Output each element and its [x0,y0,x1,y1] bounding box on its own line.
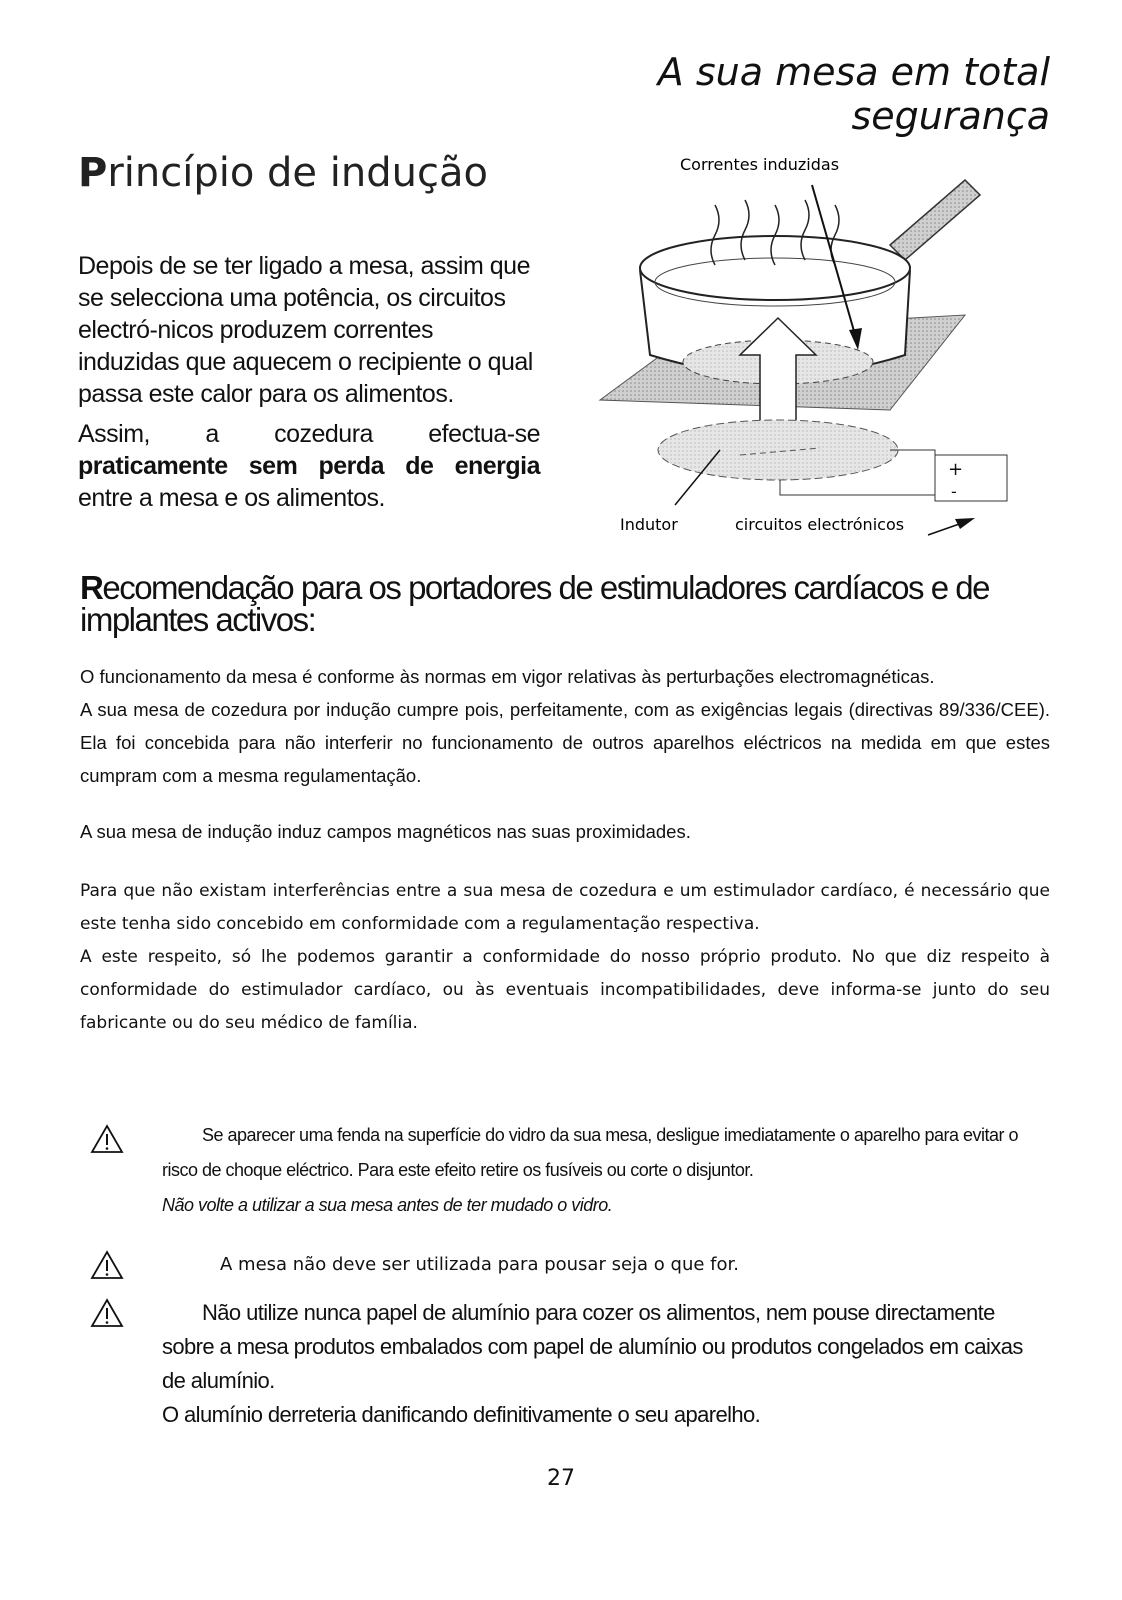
induction-diagram [590,150,1040,550]
induction-diagram-illustration [590,150,1040,550]
section-title-pacemaker [80,569,1060,638]
title-initial: P [78,150,108,196]
label-inductor: Indutor [620,515,678,534]
warning-no-objects-text: A mesa não deve ser utilizada para pousar seja o que for. [220,1254,739,1275]
efficiency-paragraph [78,418,540,514]
label-induced-currents: Correntes induzidas [680,155,840,174]
page-number: 27 [547,1466,575,1491]
induction-description [78,250,540,514]
warning-glass-crack-text: Se aparecer uma fenda na superfície do vidro da sua mesa, desligue imediatamente o aparelho para evitar o risco de choque eléctrico. Para este efeito retire os fusíveis ou corte o disjuntor. [162,1125,1019,1180]
compliance-line: O funcionamento da mesa é conforme às normas em vigor relativas às perturbações electromagnéticas. [80,666,935,687]
warning-aluminium-text: Não utilize nunca papel de alumínio para cozer os alimentos, nem pouse directamente sobre a mesa produtos embalados com papel de alumínio ou produtos congelados em caixas de alumínio. [162,1300,1023,1393]
efficiency-text-end: entre a mesa e os alimentos. [78,484,385,512]
plus-sign: + [948,459,964,480]
efficiency-text-start: Assim, a cozedura efectua-se [78,420,540,448]
title-initial: R [80,569,103,606]
warning-glass-crack-italic: Não volte a utilizar a sua mesa antes de ter mudado o vidro. [162,1195,613,1215]
page-header-title: A sua mesa em total segurança [657,50,1050,138]
label-electronic-circuits: circuitos electrónicos [735,515,905,534]
pacemaker-paragraph [80,875,1050,1040]
pacemaker-text-2: A este respeito, só lhe podemos garantir a conformidade do nosso próprio produto. No que diz respeito à conformidade do estimulador cardíaco, ou às eventuais incompatibilidades, deve informa-se junto do seu fabricante ou do seu médico de família. [80,947,1050,1033]
section-title-induction [78,150,488,196]
title-rest: ecomendação para os portadores de estimuladores cardíacos e de implantes activos: [80,569,989,638]
directive-text: A sua mesa de cozedura por indução cumpre pois, perfeitamente, com as exigências legais (directivas 89/336/CEE). Ela foi concebida para não interferir no funcionamento de outros aparelhos eléctricos na medida em que estes cumpram com a mesma regulamentação. [80,699,1050,786]
warning-triangle-icon [90,1250,124,1280]
magnetic-fields-text: A sua mesa de indução induz campos magnéticos nas suas proximidades. [80,821,691,842]
minus-sign: - [951,482,957,501]
pan-rim [640,236,910,300]
warning-triangle-icon [90,1298,124,1328]
warning-triangle-icon [90,1124,124,1154]
title-rest: rincípio de indução [107,150,488,196]
efficiency-text-bold: praticamente sem perda de energia [78,452,540,480]
inductor-coil [658,420,898,480]
pan-handle [890,180,980,260]
magnetic-fields-paragraph [80,815,1050,848]
intro-paragraph: Depois de se ter ligado a mesa, assim que se selecciona uma potência, os circuitos electró-nicos produzem correntes induzidas que aquecem o recipiente o qual passa este calor para os alimentos. [78,252,533,408]
pacemaker-text-1: Para que não existam interferências entre a sua mesa de cozedura e um estimulador cardíaco, é necessário que este tenha sido concebido em conformidade com a regulamentação respectiva. [80,881,1050,934]
compliance-paragraph [80,660,1050,792]
warning-aluminium-text-2: O alumínio derreteria danificando definitivamente o seu aparelho. [162,1402,761,1427]
circuit-box [935,455,1007,501]
